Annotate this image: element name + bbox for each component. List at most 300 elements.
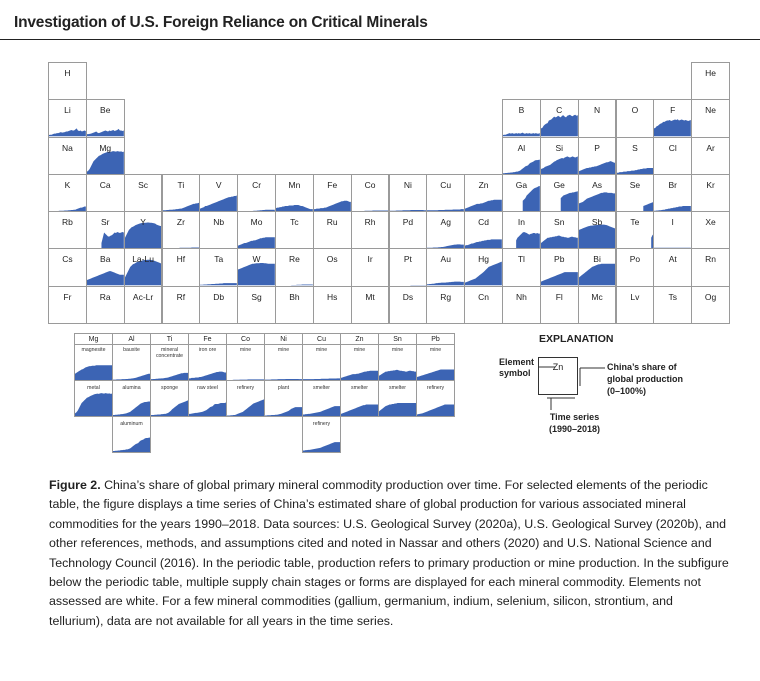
supply-chain-stage-cu-refinery — [302, 416, 341, 453]
element-cell-bh — [275, 286, 314, 324]
element-cell-f — [653, 99, 692, 137]
element-cell-ag — [426, 211, 465, 249]
element-symbol: Cr — [252, 179, 262, 190]
element-symbol: B — [518, 105, 525, 116]
china-share-area — [579, 161, 616, 174]
exp-share-line: global production — [607, 374, 683, 384]
stage-label: metal — [87, 385, 100, 391]
china-share-area — [379, 403, 416, 416]
time-series-chart — [151, 381, 188, 416]
element-cell-pd — [389, 211, 428, 249]
element-cell-tl — [502, 248, 541, 286]
element-cell-fr — [48, 286, 87, 324]
element-symbol: Rg — [440, 291, 452, 302]
element-symbol: In — [517, 217, 525, 228]
page-title: Investigation of U.S. Foreign Reliance on Critical Minerals — [14, 14, 428, 31]
element-cell-ge — [540, 174, 579, 212]
supply-chain-symbol: Co — [241, 336, 250, 343]
china-share-area — [200, 195, 237, 211]
time-series-chart — [617, 212, 654, 248]
element-cell-na — [48, 137, 87, 175]
china-share-area — [238, 263, 275, 285]
element-symbol: Ac-Lr — [132, 291, 154, 302]
stage-label: bauxite — [123, 347, 140, 353]
time-series-chart — [417, 381, 454, 416]
element-cell-os — [313, 248, 352, 286]
stage-label: refinery — [312, 421, 331, 427]
supply-chain-symbol: Ti — [166, 336, 173, 343]
element-symbol: I — [671, 217, 674, 228]
china-share-area — [189, 372, 226, 380]
supply-chain-stage-al-alumina — [112, 380, 151, 417]
element-symbol-label-word: Element — [499, 357, 535, 367]
time-series-chart — [189, 345, 226, 380]
element-cell-po — [616, 248, 655, 286]
element-cell-y — [124, 211, 163, 249]
element-symbol: Rf — [176, 291, 186, 302]
time-series-chart — [200, 175, 237, 211]
china-share-area — [523, 186, 540, 211]
time-series-chart — [87, 100, 124, 136]
exp-ts-line: (1990–2018) — [549, 424, 601, 434]
china-share-area — [341, 371, 378, 380]
exp-ts-line: Time series — [549, 412, 600, 422]
time-series-chart — [352, 175, 389, 211]
element-cell-ba — [86, 248, 125, 286]
time-series-chart — [503, 100, 540, 136]
time-series-chart — [541, 249, 578, 285]
element-symbol: Tc — [290, 217, 299, 228]
time-series-chart — [465, 212, 502, 248]
time-series-chart — [417, 345, 454, 380]
china-share-area — [541, 273, 578, 286]
element-cell-la-lu — [124, 248, 163, 286]
supply-chain-stage-sn-smelter — [378, 380, 417, 417]
element-symbol: Ge — [553, 179, 565, 190]
supply-chain-stage-cu-mine — [302, 344, 341, 381]
supply-chain-symbol: Sn — [393, 336, 402, 343]
china-share-area — [417, 405, 454, 416]
time-series-label — [549, 411, 600, 435]
time-series-chart — [379, 381, 416, 416]
supply-chain-stage-fe-raw-steel — [188, 380, 227, 417]
supply-chain-stage-zn-smelter — [340, 380, 379, 417]
element-cell-v — [199, 174, 238, 212]
element-symbol: Xe — [705, 217, 716, 228]
element-symbol: Hf — [176, 254, 186, 265]
element-symbol: Bi — [593, 254, 601, 265]
element-cell-be — [86, 99, 125, 137]
china-share-area — [87, 129, 124, 136]
element-symbol: Rb — [61, 217, 73, 228]
element-symbol: Cu — [440, 179, 452, 190]
time-series-chart — [227, 381, 264, 416]
element-symbol: Mn — [288, 179, 301, 190]
stage-label: sponge — [160, 385, 179, 391]
element-symbol: Hg — [478, 254, 489, 265]
supply-chain-stage-ni-mine — [264, 344, 303, 381]
time-series-chart — [276, 175, 313, 211]
time-series-chart — [465, 175, 502, 211]
element-cell-ca — [86, 174, 125, 212]
china-share-area — [314, 201, 351, 212]
element-cell-mg — [86, 137, 125, 175]
element-symbol: Co — [364, 179, 376, 190]
element-cell-pb — [540, 248, 579, 286]
element-symbol: K — [64, 179, 71, 190]
time-series-chart — [390, 212, 427, 248]
time-series-chart — [125, 212, 162, 248]
element-symbol: Po — [629, 254, 641, 265]
share-label — [607, 361, 683, 397]
time-series-chart — [579, 212, 616, 248]
supply-chain-stage-pb-mine — [416, 344, 455, 381]
time-series-chart — [49, 100, 86, 136]
element-cell-cr — [237, 174, 276, 212]
element-symbol: Sc — [138, 179, 149, 190]
stage-label: magnesite — [81, 347, 106, 353]
legend-example-symbol: Zn — [552, 362, 564, 372]
element-symbol: Pd — [402, 217, 414, 228]
supply-chain-symbol: Cu — [317, 336, 326, 343]
supply-chain-stage-mg-magnesite — [74, 344, 113, 381]
element-cell-ni — [389, 174, 428, 212]
element-cell-k — [48, 174, 87, 212]
element-symbol: Ti — [177, 179, 185, 190]
time-series-chart — [654, 212, 691, 248]
element-symbol: Fe — [327, 179, 338, 190]
element-cell-al — [502, 137, 541, 175]
time-series-chart — [87, 138, 124, 174]
time-series-chart — [303, 381, 340, 416]
stage-label: mine — [353, 347, 366, 353]
china-share-area — [75, 393, 112, 416]
element-cell-cu — [426, 174, 465, 212]
element-symbol: Ra — [99, 291, 111, 302]
supply-chain-stage-ti-mineral-concentrate — [150, 344, 189, 381]
supply-chain-symbol: Fe — [203, 336, 212, 343]
element-cell-h — [48, 62, 87, 100]
element-symbol: Zr — [176, 217, 185, 228]
element-symbol: Nb — [213, 217, 225, 228]
china-share-area — [341, 405, 378, 416]
explanation-legend — [495, 330, 725, 440]
time-series-chart — [503, 175, 540, 211]
element-symbol: Rh — [364, 217, 376, 228]
time-series-chart — [238, 175, 275, 211]
china-share-area — [541, 115, 578, 137]
time-series-chart — [303, 417, 340, 452]
element-symbol: Hs — [327, 291, 338, 302]
element-cell-nh — [502, 286, 541, 324]
time-series-chart — [87, 212, 124, 248]
element-cell-zr — [162, 211, 201, 249]
time-series-chart — [163, 212, 200, 248]
china-share-area — [561, 191, 578, 211]
exp-share-line: China’s share of — [607, 362, 677, 372]
element-symbol: Kr — [706, 179, 715, 190]
element-symbol: Ne — [705, 105, 716, 116]
time-series-chart — [617, 138, 654, 174]
element-cell-cn — [464, 286, 503, 324]
supply-chain-stage-fe-iron-ore — [188, 344, 227, 381]
element-cell-sg — [237, 286, 276, 324]
china-share-area — [303, 442, 340, 452]
element-symbol: H — [64, 68, 71, 78]
china-share-area — [541, 156, 578, 174]
time-series-chart — [579, 249, 616, 285]
element-symbol: Cs — [62, 254, 73, 265]
element-cell-rb — [48, 211, 87, 249]
stage-label: iron ore — [198, 347, 217, 353]
element-symbol: Mt — [365, 291, 375, 302]
figure-caption — [49, 476, 729, 631]
time-series-chart — [87, 249, 124, 285]
time-series-chart — [75, 381, 112, 416]
time-series-chart — [654, 175, 691, 211]
element-symbol: Nh — [515, 291, 527, 302]
element-symbol: Ni — [403, 179, 412, 190]
china-share-area — [189, 402, 226, 416]
time-series-chart — [276, 249, 313, 285]
element-symbol: Ir — [367, 254, 373, 265]
element-cell-nb — [199, 211, 238, 249]
element-cell-ra — [86, 286, 125, 324]
element-cell-rn — [691, 248, 730, 286]
element-symbol: Os — [326, 254, 338, 265]
element-cell-rh — [351, 211, 390, 249]
element-symbol: Ag — [440, 217, 451, 228]
time-series-chart — [541, 138, 578, 174]
element-cell-sn — [540, 211, 579, 249]
element-symbol: W — [252, 254, 261, 265]
time-series-chart — [151, 345, 188, 380]
element-cell-co — [351, 174, 390, 212]
stage-label: mineral concentrate — [155, 347, 184, 359]
china-share-area — [465, 239, 502, 248]
supply-chain-stage-al-aluminum — [112, 416, 151, 453]
time-series-chart — [617, 175, 654, 211]
time-series-chart — [238, 212, 275, 248]
element-cell-as — [578, 174, 617, 212]
china-share-area — [654, 119, 691, 136]
element-symbol: Na — [61, 142, 73, 153]
stage-label: smelter — [350, 385, 368, 391]
time-series-chart — [341, 345, 378, 380]
element-symbol: Fr — [63, 291, 72, 302]
time-series-chart — [113, 345, 150, 380]
element-symbol: Be — [100, 105, 111, 116]
element-cell-hf — [162, 248, 201, 286]
element-cell-sb — [578, 211, 617, 249]
stage-label: mine — [277, 347, 290, 353]
element-symbol: Ba — [100, 254, 111, 265]
element-cell-ac-lr — [124, 286, 163, 324]
supply-chain-stage-co-mine — [226, 344, 265, 381]
time-series-chart — [427, 249, 464, 285]
element-cell-db — [199, 286, 238, 324]
china-share-area — [417, 370, 454, 381]
element-symbol: Tl — [517, 254, 525, 265]
china-share-area — [125, 260, 162, 285]
element-cell-ar — [691, 137, 730, 175]
time-series-chart — [314, 212, 351, 248]
time-series-chart — [390, 175, 427, 211]
stage-label: raw steel — [197, 385, 218, 391]
element-symbol: Ru — [326, 217, 338, 228]
china-share-area — [465, 262, 502, 286]
element-symbol-label-word: symbol — [499, 368, 531, 378]
element-cell-bi — [578, 248, 617, 286]
element-cell-w — [237, 248, 276, 286]
time-series-chart — [341, 381, 378, 416]
supply-chain-symbol: Mg — [88, 336, 99, 343]
element-cell-fe — [313, 174, 352, 212]
element-symbol: Fl — [555, 291, 563, 302]
element-symbol: Mo — [250, 217, 263, 228]
time-series-chart — [541, 212, 578, 248]
time-series-chart — [125, 249, 162, 285]
element-symbol: Al — [517, 142, 526, 153]
supply-chain-symbol: Ni — [280, 336, 287, 343]
element-cell-i — [653, 211, 692, 249]
time-series-chart — [427, 175, 464, 211]
element-cell-tc — [275, 211, 314, 249]
time-series-chart — [238, 249, 275, 285]
element-symbol: F — [670, 105, 676, 116]
element-cell-zn — [464, 174, 503, 212]
time-series-chart — [49, 175, 86, 211]
element-cell-ti — [162, 174, 201, 212]
element-cell-mt — [351, 286, 390, 324]
time-series-chart — [113, 417, 150, 452]
element-symbol: C — [556, 105, 563, 116]
china-share-area — [125, 223, 162, 249]
element-cell-xe — [691, 211, 730, 249]
element-symbol: Bh — [289, 291, 300, 302]
time-series-chart — [503, 138, 540, 174]
stage-label: plant — [277, 385, 290, 391]
element-symbol: Sn — [554, 217, 565, 228]
time-series-chart — [654, 100, 691, 136]
element-cell-cs — [48, 248, 87, 286]
time-series-chart — [200, 249, 237, 285]
china-share-area — [151, 373, 188, 380]
element-symbol: Te — [630, 217, 640, 228]
element-cell-cd — [464, 211, 503, 249]
stage-label: mine — [429, 347, 442, 353]
china-share-area — [87, 272, 124, 286]
element-cell-te — [616, 211, 655, 249]
element-cell-hs — [313, 286, 352, 324]
element-symbol: Si — [555, 142, 564, 153]
china-share-area — [151, 400, 188, 416]
china-share-area — [101, 232, 123, 248]
time-series-chart — [352, 249, 389, 285]
china-share-area — [113, 401, 150, 416]
element-symbol: Ta — [214, 254, 224, 265]
element-cell-rf — [162, 286, 201, 324]
time-series-chart — [265, 381, 302, 416]
element-symbol: Mg — [99, 142, 112, 153]
element-cell-ru — [313, 211, 352, 249]
supply-chain-symbol: Pb — [431, 336, 440, 343]
element-cell-cl — [653, 137, 692, 175]
element-cell-ts — [653, 286, 692, 324]
time-series-chart — [227, 345, 264, 380]
element-cell-he — [691, 62, 730, 100]
element-symbol: Ar — [706, 142, 715, 153]
caption-label: Figure 2. — [49, 478, 101, 492]
china-share-area — [163, 203, 200, 211]
element-symbol: At — [668, 254, 677, 265]
element-symbol: Lv — [630, 291, 640, 302]
element-symbol: Og — [704, 291, 717, 302]
element-symbol: N — [594, 105, 601, 116]
element-cell-lv — [616, 286, 655, 324]
time-series-chart — [189, 381, 226, 416]
element-cell-si — [540, 137, 579, 175]
periodic-table — [48, 62, 729, 323]
element-cell-mo — [237, 211, 276, 249]
time-series-chart — [541, 100, 578, 136]
element-symbol: Cd — [478, 217, 489, 228]
element-symbol: Sb — [591, 217, 603, 228]
china-share-area — [227, 399, 264, 416]
element-cell-au — [426, 248, 465, 286]
explanation-title: EXPLANATION — [539, 333, 614, 345]
element-cell-re — [275, 248, 314, 286]
element-symbol: Ds — [402, 291, 414, 302]
time-series-chart — [541, 175, 578, 211]
stage-label: mine — [239, 347, 252, 353]
china-share-area — [516, 232, 540, 248]
element-cell-br — [653, 174, 692, 212]
element-cell-n — [578, 99, 617, 137]
china-share-area — [541, 236, 578, 249]
element-cell-li — [48, 99, 87, 137]
element-symbol: Ts — [668, 291, 677, 302]
element-cell-se — [616, 174, 655, 212]
china-share-area — [643, 202, 654, 211]
time-series-chart — [427, 212, 464, 248]
element-symbol: He — [705, 68, 716, 78]
time-series-chart — [75, 345, 112, 380]
supply-chain-stage-co-refinery — [226, 380, 265, 417]
stage-label: smelter — [388, 385, 406, 391]
supply-chain-stage-zn-mine — [340, 344, 379, 381]
element-symbol: V — [215, 179, 222, 190]
element-cell-ir — [351, 248, 390, 286]
element-cell-hg — [464, 248, 503, 286]
time-series-chart — [352, 212, 389, 248]
supply-chain-stage-mg-metal — [74, 380, 113, 417]
element-cell-c — [540, 99, 579, 137]
element-symbol: Mc — [591, 291, 603, 302]
time-series-chart — [579, 138, 616, 174]
element-symbol: Y — [140, 217, 146, 228]
element-symbol: O — [631, 105, 639, 116]
stage-label: alumina — [122, 385, 141, 391]
china-share-area — [238, 237, 275, 248]
element-symbol: Sr — [100, 217, 110, 228]
china-share-area — [579, 225, 616, 249]
element-cell-p — [578, 137, 617, 175]
element-cell-o — [616, 99, 655, 137]
time-series-chart — [265, 345, 302, 380]
element-cell-sc — [124, 174, 163, 212]
element-cell-at — [653, 248, 692, 286]
